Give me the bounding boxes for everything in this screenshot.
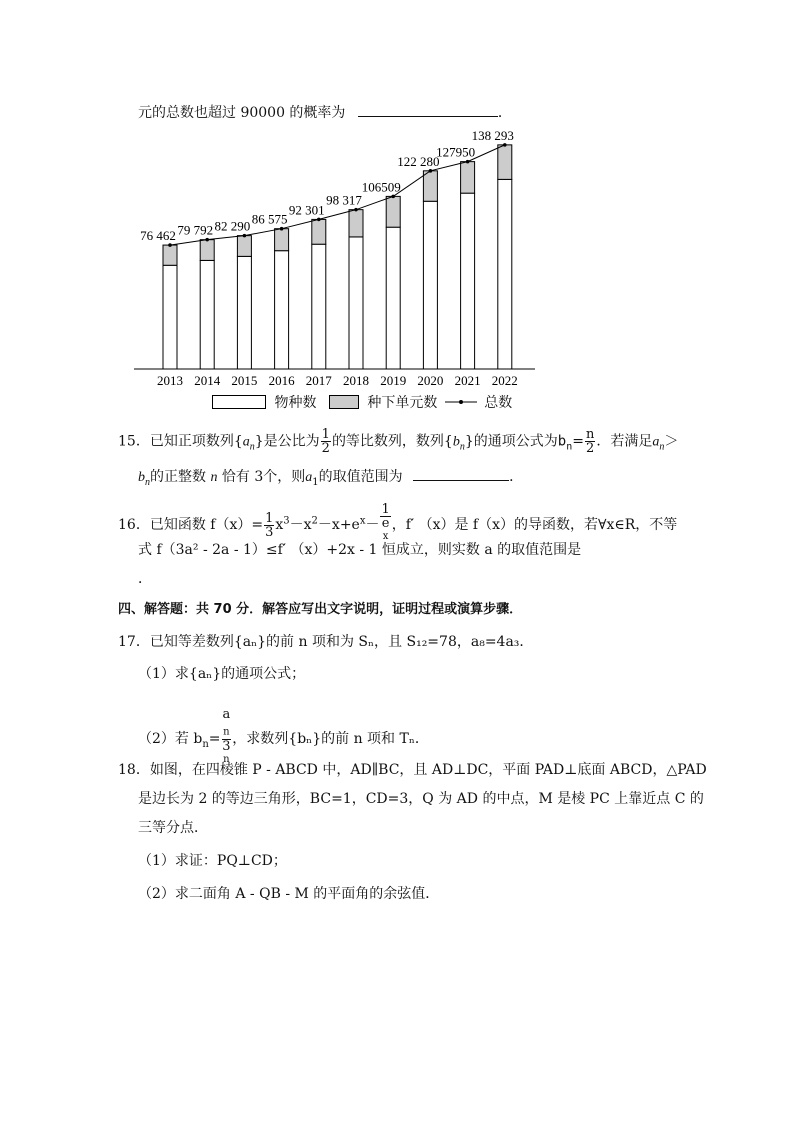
total-point (466, 160, 470, 164)
question-18-line-3: 三等分点． (138, 820, 208, 836)
bar-subunit (386, 196, 400, 227)
total-point (317, 218, 321, 222)
bar-subunit (275, 229, 289, 251)
q16-frac-den: 3 (265, 524, 274, 540)
legend-swatch-subunit (329, 395, 359, 409)
q15-text-4: }的通项公式为 (464, 433, 558, 450)
total-point (391, 195, 395, 199)
bar-species (386, 227, 400, 369)
q16-text-4: －x+e (317, 517, 360, 534)
data-label: 98 317 (326, 192, 362, 208)
bar-line-chart (130, 128, 550, 413)
q16-frac2-num: 1 (381, 502, 390, 517)
q15-text-3: 的等比数列，数列{ (331, 433, 453, 450)
q15-an: a (652, 434, 660, 450)
q15-bn-den: 2 (586, 441, 595, 456)
q17-frac-num-sub: n (223, 726, 230, 738)
q15-sub: n (145, 476, 150, 488)
q15-sub: n (566, 441, 573, 453)
question-14-text: 元的总数也超过 90000 的概率为 (138, 105, 346, 121)
q16-frac2-den-exp: x (382, 531, 389, 542)
bar-subunit (200, 240, 214, 261)
bar-species (423, 201, 437, 369)
q16-exp-2: 2 (311, 515, 318, 527)
data-label: 79 792 (177, 222, 214, 238)
question-17-part-1: （1）求{aₙ}的通项公式； (138, 666, 306, 682)
q15-bn-mono: b (557, 433, 567, 450)
q15-a1: a (305, 470, 313, 485)
question-15-line-1 (118, 428, 678, 460)
q15-bn-num: n (585, 427, 595, 442)
q15-text-1: 15．已知正项数列{ (118, 433, 243, 450)
data-label: 82 290 (214, 218, 251, 234)
total-point (503, 143, 507, 147)
q15-sub: n (659, 441, 665, 453)
q15-text-9: 恰有 3个，则 (221, 469, 306, 485)
q15-bn: b (452, 434, 460, 450)
q15-text-10: 的取值范围为 (318, 469, 403, 485)
legend-label-subunit: 种下单元数 (367, 395, 438, 411)
q15-bn: b (138, 470, 145, 485)
bar-subunit (312, 219, 326, 244)
legend-swatch-total (444, 397, 478, 407)
question-18-part-2: （2）求二面角 A - QB - M 的平面角的余弦值． (138, 886, 440, 902)
data-label: 92 301 (288, 202, 325, 218)
question-18-part-1: （1）求证：PQ⊥CD； (138, 853, 287, 869)
q17-frac-num (222, 708, 232, 740)
bar-subunit (163, 245, 177, 265)
bar-subunit (349, 210, 363, 237)
q17-text-2: ，求数列{bₙ}的前 n 项和 Tₙ． (232, 730, 429, 747)
q15-text-8: 的正整数 (150, 469, 206, 485)
data-label: 122 280 (397, 153, 440, 169)
q15-an: a (242, 434, 250, 450)
total-point (205, 238, 209, 242)
q16-fraction-1 (264, 512, 274, 539)
x-tick-label: 2015 (231, 373, 258, 388)
question-16-line-2: 式 f（3a² - 2a - 1）≤f′ （x）+2x - 1 恒成立，则实数 a 的取值范围是 (138, 542, 582, 558)
question-14-tail: 元的总数也超过 90000 的概率为 ． (138, 102, 512, 123)
question-15-line-2: $b_n$的正整数 n 恰有 3个，则$a_1$的取值范围为 ． (138, 466, 523, 493)
q16-text-2: x (275, 517, 284, 534)
total-point (280, 227, 284, 231)
q16-frac-num: 1 (265, 510, 274, 526)
answer-blank (358, 102, 498, 117)
total-point (429, 169, 433, 173)
data-label: 86 575 (251, 211, 288, 227)
q15-sub: n (249, 441, 255, 453)
question-18-line-2: 是边长为 2 的等边三角形，BC=1，CD=3，Q 为 AD 的中点，M 是棱 PC 上靠近点 C 的 (138, 791, 704, 807)
x-tick-label: 2022 (491, 373, 518, 388)
q16-text-3: －x (289, 517, 312, 534)
x-tick-label: 2013 (157, 373, 183, 388)
x-tick-label: 2017 (305, 373, 332, 388)
q16-frac2-den-base: e (381, 516, 390, 531)
q17-frac-den-exp: n (223, 753, 230, 765)
legend-label-species: 物种数 (274, 395, 317, 411)
total-point (243, 234, 247, 238)
q15-frac-den: 2 (321, 441, 330, 456)
q15-text-6: ．若满足 (596, 433, 653, 450)
legend-swatch-species (212, 395, 266, 409)
q15-frac-num: 1 (321, 427, 330, 442)
chart-legend (212, 392, 512, 412)
q17-sub-n: n (202, 738, 209, 750)
answer-blank (413, 466, 509, 481)
bar-species (461, 193, 475, 369)
q15-eq: = (572, 433, 584, 450)
q16-text-1: 16．已知函数 f（x）= (118, 517, 264, 534)
q17-frac-den-base: 3 (222, 738, 231, 754)
q15-sub: n (459, 441, 465, 453)
q16-exp-3: 3 (283, 515, 290, 527)
bar-species (498, 179, 512, 369)
q15-bn-fraction (585, 428, 595, 455)
legend-label-total: 总数 (484, 395, 513, 411)
bar-species (349, 237, 363, 369)
total-point (354, 208, 358, 212)
bar-species (312, 244, 326, 369)
q16-text-5: － (365, 517, 380, 534)
section-4-heading: 四、解答题：共 70 分．解答应写出文字说明，证明过程或演算步骤． (118, 602, 523, 617)
bar-subunit (498, 145, 512, 180)
q16-exp-x: x (359, 515, 366, 527)
bar-species (237, 256, 251, 369)
bar-species (163, 265, 177, 369)
question-16-line-3: ． (138, 571, 152, 587)
x-tick-label: 2016 (268, 373, 295, 388)
question-18-line-1: 18．如图，在四棱锥 P - ABCD 中，AD∥BC，且 AD⊥DC，平面 PAD⊥底面 ABCD，△PAD (118, 762, 707, 778)
bar-subunit (423, 171, 437, 201)
x-tick-label: 2020 (417, 373, 444, 388)
q15-n: n (210, 470, 218, 485)
total-point (168, 243, 172, 247)
q17-eq: = (208, 730, 221, 747)
bar-species (275, 251, 289, 369)
q15-text-2: }是公比为 (254, 433, 320, 450)
x-tick-label: 2021 (454, 373, 481, 388)
q15-fraction (321, 428, 331, 455)
x-tick-label: 2018 (343, 373, 369, 388)
x-tick-label: 2014 (194, 373, 221, 388)
data-label: 127950 (436, 144, 476, 160)
x-tick-label: 2019 (380, 373, 407, 388)
bar-subunit (461, 162, 475, 194)
data-label: 138 293 (471, 128, 514, 143)
question-17-line-1: 17．已知等差数列{aₙ}的前 n 项和为 Sₙ，且 S₁₂=78，a₈=4a₃． (118, 634, 534, 650)
data-label: 76 462 (140, 228, 176, 244)
q16-text-6: ，f′ （x）是 f（x）的导函数，若∀x∈R，不等 (391, 517, 678, 534)
q17-text-1: （2）若 b (138, 730, 203, 747)
q17-frac-num-base: a (222, 707, 231, 722)
q15-sub-1: 1 (312, 476, 319, 488)
data-label: 106509 (361, 179, 401, 195)
q15-text-7: ＞ (664, 433, 679, 450)
bar-subunit (237, 236, 251, 257)
bar-species (200, 260, 214, 369)
